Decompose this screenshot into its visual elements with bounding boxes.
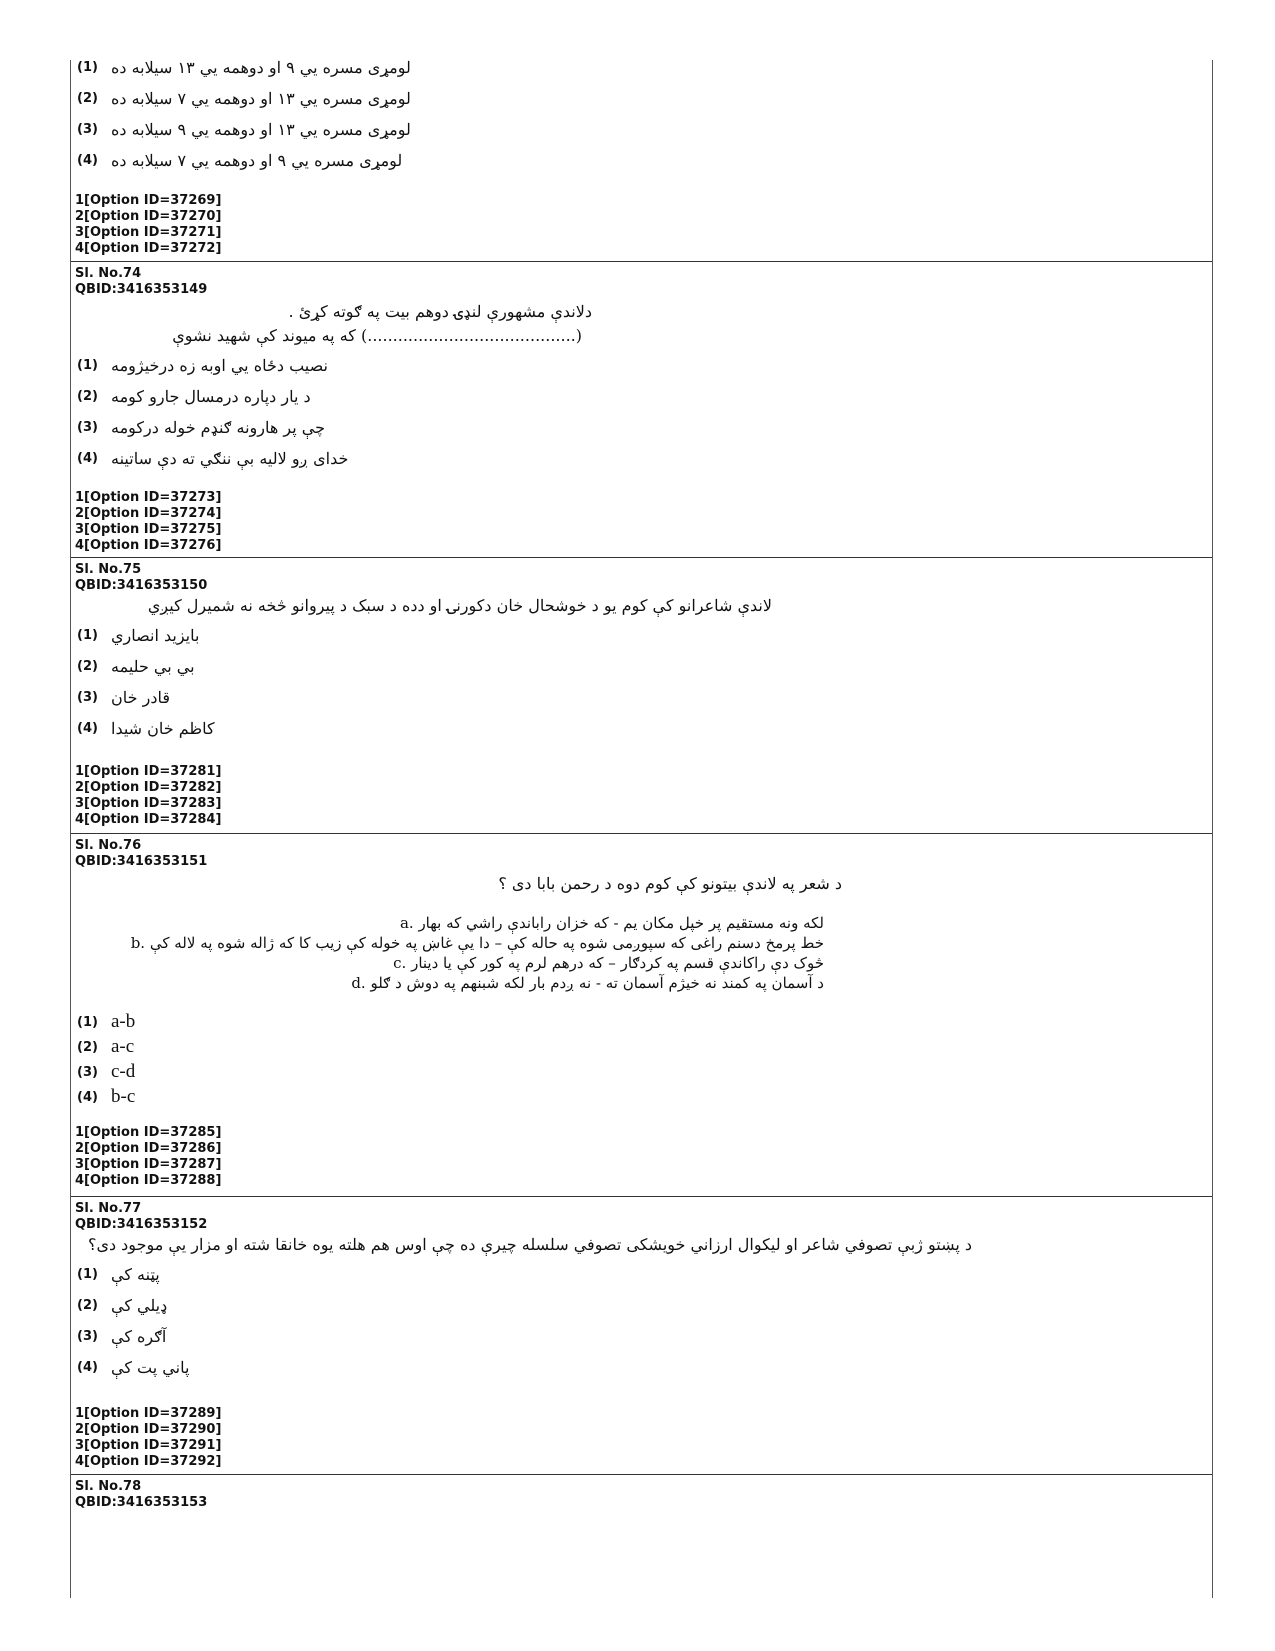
- serial-number: Sl. No.77: [75, 1201, 142, 1216]
- option-id: 2[Option ID=37286]: [75, 1141, 222, 1156]
- question-divider: [71, 833, 1212, 834]
- qbid: QBID:3416353153: [75, 1495, 208, 1510]
- option-row: [77, 1009, 135, 1035]
- option-number: (1): [77, 1266, 98, 1282]
- option-text: لومړی مسره يي ۹ او دوهمه يي ۷ سيلابه ده: [111, 150, 403, 170]
- option-text: نصيب دځاه يي اوبه زه درخيژومه: [111, 355, 328, 375]
- qbid: QBID:3416353150: [75, 578, 208, 593]
- option-id-list: [75, 490, 221, 554]
- option-id-list: [75, 193, 221, 257]
- option-id-list: [75, 1406, 221, 1470]
- option-row: [77, 147, 402, 173]
- option-row: [77, 1323, 166, 1349]
- option-text: a-c: [111, 1036, 135, 1057]
- option-id: 4[Option ID=37276]: [75, 538, 222, 553]
- option-row: [77, 116, 411, 142]
- statement-item: a. لکه ونه مستقيم پر خپل مکان يم - که خزان راباندې راشي که بهار: [399, 914, 824, 932]
- option-number: (1): [77, 357, 98, 373]
- option-row: [77, 85, 411, 111]
- option-id: 1[Option ID=37269]: [75, 193, 222, 208]
- option-row: [77, 1292, 167, 1318]
- option-id: 4[Option ID=37292]: [75, 1454, 222, 1469]
- question-text: دلاندې مشهورې لنډۍ دوهم بيت په ګوته کړئ .: [288, 302, 592, 321]
- option-number: (3): [77, 121, 98, 137]
- option-number: (4): [77, 1359, 98, 1375]
- question-divider: [71, 557, 1212, 558]
- question-text: لاندې شاعرانو کې کوم يو د خوشحال خان دکورنۍ او دده د سبک د پيروانو څخه نه شميرل کيږي: [147, 596, 772, 615]
- option-text: بايزيد انصاري: [111, 625, 200, 645]
- option-id: 3[Option ID=37287]: [75, 1157, 222, 1172]
- option-id: 2[Option ID=37282]: [75, 780, 222, 795]
- option-number: (4): [77, 1089, 98, 1105]
- option-text: ډيلي کې: [111, 1295, 168, 1315]
- option-id: 3[Option ID=37283]: [75, 796, 222, 811]
- qbid: QBID:3416353149: [75, 282, 208, 297]
- option-row: [77, 1261, 160, 1287]
- option-text: قادر خان: [111, 687, 170, 707]
- statement-item: b. خط پرمخ دسنم راغی که سپوږمی شوه په حاله کې – دا يې غاښ په خوله کې زيب کا که ژاله شوه په لاله کې: [130, 934, 824, 952]
- option-id: 2[Option ID=37290]: [75, 1422, 222, 1437]
- option-number: (1): [77, 59, 98, 75]
- question-text: د شعر په لاندې بيتونو کې کوم دوه د رحمن بابا دی ؟: [498, 874, 842, 893]
- option-row: [77, 1059, 135, 1085]
- question-text: (.........................................) که په ميوند کې شهيد نشوې: [172, 326, 582, 345]
- question-divider: [71, 1196, 1212, 1197]
- option-id: 3[Option ID=37291]: [75, 1438, 222, 1453]
- option-row: [77, 684, 170, 710]
- serial-number: Sl. No.74: [75, 266, 142, 281]
- option-text: بي بي حليمه: [111, 656, 195, 676]
- option-text: b-c: [111, 1086, 136, 1107]
- qbid: QBID:3416353152: [75, 1217, 208, 1232]
- statement-item: d. د آسمان په کمند نه خيژم آسمان ته - نه ږدم بار لکه شبنهم په دوش د ګلو: [351, 974, 824, 992]
- option-id: 3[Option ID=37275]: [75, 522, 222, 537]
- option-number: (1): [77, 627, 98, 643]
- serial-number: Sl. No.75: [75, 562, 142, 577]
- option-row: [77, 352, 328, 378]
- question-paper-page: [70, 57, 1213, 1598]
- option-row: [77, 1034, 134, 1060]
- option-row: [77, 445, 348, 471]
- option-id-list: [75, 1125, 221, 1189]
- option-id: 4[Option ID=37284]: [75, 812, 222, 827]
- question-divider: [71, 261, 1212, 262]
- option-row: [77, 414, 325, 440]
- option-number: (1): [77, 1014, 98, 1030]
- option-number: (2): [77, 388, 98, 404]
- option-number: (3): [77, 689, 98, 705]
- question-text: د پښتو ژبې تصوفي شاعر او ليکوال ارزاني خويشکی تصوفي سلسله چيرې ده چې اوس هم هلته يوه خانقا شته او مزار يې موجود دی؟: [87, 1235, 972, 1254]
- option-row: [77, 653, 195, 679]
- option-text: پاني پت کې: [111, 1357, 190, 1377]
- option-row: [77, 383, 311, 409]
- option-id-list: [75, 764, 221, 828]
- option-text: خدای ږو لاليه بې ننګي ته دې ساتينه: [111, 448, 349, 468]
- option-id: 1[Option ID=37289]: [75, 1406, 222, 1421]
- option-text: آګره کې: [111, 1326, 167, 1346]
- option-number: (2): [77, 90, 98, 106]
- option-id: 2[Option ID=37270]: [75, 209, 222, 224]
- option-row: [77, 1354, 189, 1380]
- qbid: QBID:3416353151: [75, 854, 208, 869]
- option-text: پټنه کې: [111, 1264, 160, 1284]
- option-id: 1[Option ID=37281]: [75, 764, 222, 779]
- option-id: 4[Option ID=37272]: [75, 241, 222, 256]
- question-divider: [71, 1474, 1212, 1475]
- option-text: a-b: [111, 1011, 136, 1032]
- option-text: لومړی مسره يي ۱۳ او دوهمه يي ۷ سيلابه ده: [111, 88, 411, 108]
- option-text: c-d: [111, 1061, 136, 1082]
- option-number: (4): [77, 152, 98, 168]
- option-id: 4[Option ID=37288]: [75, 1173, 222, 1188]
- statement-item: c. څوک دې راکاندې قسم په کردګار – که درهم لرم په کور کې يا دينار: [393, 954, 824, 972]
- option-number: (4): [77, 720, 98, 736]
- serial-number: Sl. No.76: [75, 838, 142, 853]
- option-id: 1[Option ID=37285]: [75, 1125, 222, 1140]
- option-number: (2): [77, 658, 98, 674]
- option-text: لومړی مسره يي ۱۳ او دوهمه يي ۹ سيلابه ده: [111, 119, 411, 139]
- option-row: [77, 715, 215, 741]
- option-number: (3): [77, 1328, 98, 1344]
- serial-number: Sl. No.78: [75, 1479, 142, 1494]
- option-text: کاظم خان شيدا: [111, 718, 215, 738]
- option-id: 3[Option ID=37271]: [75, 225, 222, 240]
- option-text: چې پر هارونه ګنډم خوله درکومه: [111, 417, 325, 437]
- option-row: [77, 54, 411, 80]
- option-number: (4): [77, 450, 98, 466]
- option-number: (3): [77, 1064, 98, 1080]
- option-text: لومړی مسره يي ۹ او دوهمه يي ۱۳ سيلابه ده: [111, 57, 411, 77]
- option-text: د يار دپاره درمسال جارو کومه: [111, 386, 311, 406]
- option-number: (2): [77, 1297, 98, 1313]
- option-number: (2): [77, 1039, 98, 1055]
- option-id: 1[Option ID=37273]: [75, 490, 222, 505]
- option-number: (3): [77, 419, 98, 435]
- option-row: [77, 1084, 135, 1110]
- option-row: [77, 622, 199, 648]
- option-id: 2[Option ID=37274]: [75, 506, 222, 521]
